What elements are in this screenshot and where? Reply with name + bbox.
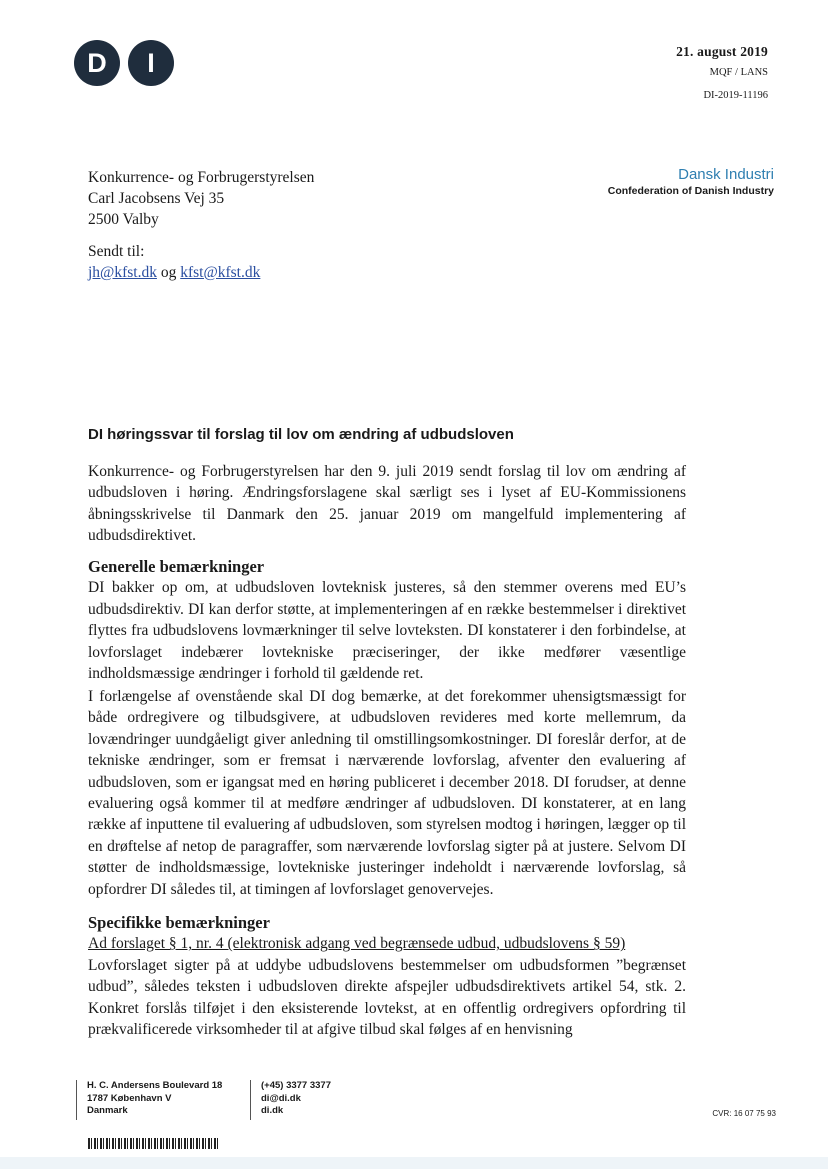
sent-to-block — [88, 241, 260, 283]
document-meta — [676, 44, 768, 101]
specific-remarks-section — [88, 912, 686, 1040]
footer-contact — [250, 1080, 360, 1120]
specific-remarks-heading: Specifikke bemærkninger — [88, 913, 270, 932]
barcode — [88, 1138, 218, 1149]
footer-address — [76, 1080, 246, 1120]
recipient-city: 2500 Valby — [88, 211, 159, 228]
brand-subtitle: Confederation of Danish Industry — [607, 185, 774, 197]
footer-address-line: 1787 København V — [87, 1092, 172, 1104]
general-remarks-section — [88, 556, 686, 684]
general-remarks-heading: Generelle bemærkninger — [88, 557, 265, 576]
sender-brand — [608, 166, 774, 197]
footer-email: di@di.dk — [261, 1092, 301, 1104]
sent-joiner: og — [156, 264, 181, 281]
general-remarks-paragraph-2: I forlængelse af ovenstående skal DI dog bemærke, at det forekommer uhensigtsmæssigt for både ordregivere og tilbudsgivere, at udbudsloven revideres med korte mellemrum, da lovændringer uundgåeligt giver anledning til omstillingsomkostninger. DI foreslår derfor, at de tekniske ændringer, som er fremsat i nærværende lovforslag, afventer den evaluering af udbudsloven, som er igangsat med en høring publiceret i december 2018. DI forudser, at denne evaluering også kommer til at medføre ændringer af udbudsloven. DI konstaterer, at en lang række af inputtene til evaluering af udbudsloven, som styrelsen modtog i høringen, lægger op til en drøftelse af netop de paragraffer, som nærværende lovforslag sigter på at justere. Selvom DI støtter de indholdsmæssige, lovtekniske justeringer indeholdt i nærværende lovforslag, så opfordrer DI således til, at timingen af lovforslaget genovervejes. — [88, 688, 686, 898]
specific-remarks-subheading: Ad forslaget § 1, nr. 4 (elektronisk adgang ved begrænsede udbud, udbudslovens § 59) — [88, 935, 626, 953]
email-link-kfst[interactable]: kfst@kfst.dk — [180, 264, 261, 281]
recipient-name: Konkurrence- og Forbrugerstyrelsen — [88, 169, 315, 186]
document-date: 21. august 2019 — [676, 44, 768, 59]
document-reference: MQF / LANS — [709, 67, 768, 78]
footer-website: di.dk — [261, 1105, 284, 1116]
logo-letter-d: D — [74, 40, 120, 86]
footer-cvr: CVR: 16 07 75 93 — [712, 1109, 776, 1118]
footer-address-line: Danmark — [87, 1105, 128, 1116]
document-title: DI høringssvar til forslag til lov om ændring af udbudsloven — [88, 426, 514, 443]
bottom-band — [0, 1157, 828, 1169]
email-link-jh[interactable]: jh@kfst.dk — [88, 264, 157, 281]
recipient-address — [88, 167, 314, 230]
recipient-street: Carl Jacobsens Vej 35 — [88, 190, 225, 207]
general-remarks-paragraph-1: DI bakker op om, at udbudsloven lovteknisk justeres, så den stemmer overens med EU’s udbudsdirektiv. DI kan derfor støtte, at implementeringen af en række bestemmelser i direktivet flyttes fra udbudslovens lovmærkninger til selve lovteksten. DI konstaterer i den forbindelse, at lovforslaget indebærer lovtekniske præciseringer, der ikke medfører væsentlige indholdsmæssige ændringer i forhold til gældende ret. — [88, 579, 686, 683]
document-id: DI-2019-11196 — [703, 90, 768, 101]
footer-phone: (+45) 3377 3377 — [261, 1080, 331, 1091]
general-remarks-continued — [88, 686, 686, 900]
logo-letter-i: I — [128, 40, 174, 86]
specific-remarks-paragraph-1: Lovforslaget sigter på at uddybe udbudslovens bestemmelser om udbudsformen ”begrænset udbud”, således teksten i udbudsloven direkte afspejler udbudsdirektivets artikel 54, stk. 2. Konkret forslås tilføjet i den eksisterende lovtekst, at en offentlig ordregivers opfordring til prækvalificerede virksomheder til at afgive tilbud skal følges af en henvisning — [88, 956, 686, 1039]
brand-name: Dansk Industri — [678, 166, 774, 183]
footer-address-line: H. C. Andersens Boulevard 18 — [87, 1080, 223, 1091]
sent-to-label: Sendt til: — [88, 243, 145, 260]
intro-paragraph: Konkurrence- og Forbrugerstyrelsen har den 9. juli 2019 sendt forslag til lov om ændring af udbudsloven i høring. Ændringsforslagene skal særligt ses i lyset af EU-Kommissionens åbningsskrivelse til Danmark den 25. januar 2019 om mangelfuld implementering af udbudsdirektivet. — [88, 463, 686, 545]
di-logo — [74, 40, 174, 86]
intro-section — [88, 461, 686, 547]
